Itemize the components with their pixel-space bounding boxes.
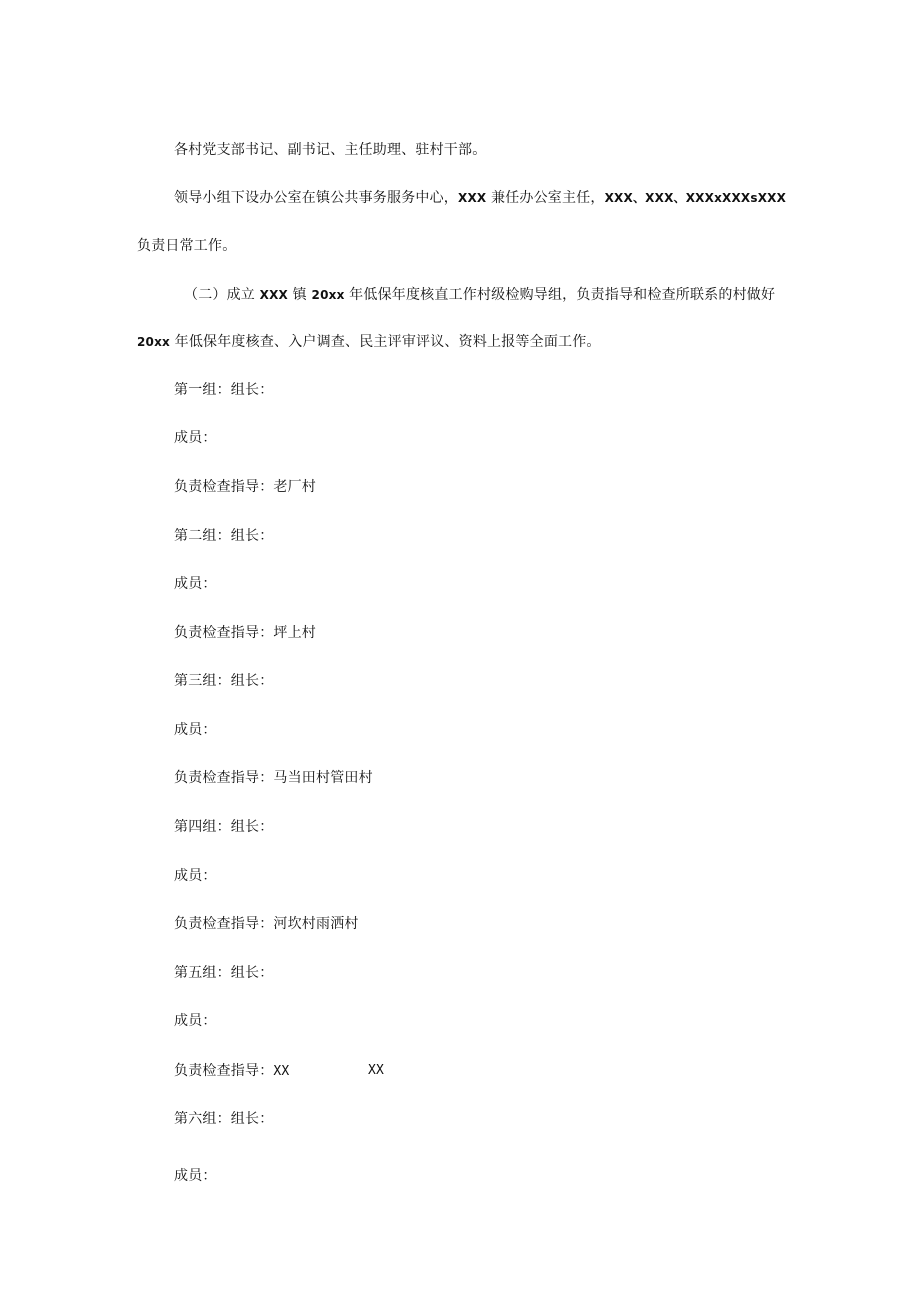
group-6-leader: 第六组：组长： xyxy=(174,1111,274,1127)
paragraph-section-two: （二）成立 XXX 镇 20xx 年低保年度核直工作村级检购导组，负责指导和检查所联系的村做好 xyxy=(184,287,776,303)
paragraph-section-two-cont: 20xx 年低保年度核查、入户调查、民主评审评议、资料上报等全面工作。 xyxy=(137,334,601,350)
group-6-members: 成员： xyxy=(174,1168,217,1184)
paragraph-office: 领导小组下设办公室在镇公共事务服务中心，XXX 兼任办公室主任，XXX、XXX、XXXxXXXsXXX xyxy=(174,190,787,206)
group-3-leader: 第三组：组长： xyxy=(174,673,274,689)
paragraph-attendees: 各村党支部书记、副书记、主任助理、驻村干部。 xyxy=(174,142,487,158)
group-1-members: 成员： xyxy=(174,430,217,446)
group-3-guide: 负责检查指导：马当田村管田村 xyxy=(174,770,373,786)
group-5-members: 成员： xyxy=(174,1013,217,1029)
group-5-guide: 负责检查指导：XX xyxy=(174,1063,290,1079)
group-2-members: 成员： xyxy=(174,576,217,592)
group-1-leader: 第一组：组长： xyxy=(174,382,274,398)
group-2-guide: 负责检查指导：坪上村 xyxy=(174,625,316,641)
group-3-members: 成员： xyxy=(174,722,217,738)
group-5-guide-second: XX xyxy=(368,1063,385,1078)
paragraph-office-cont: 负责日常工作。 xyxy=(137,238,237,254)
group-1-guide: 负责检查指导：老厂村 xyxy=(174,479,316,495)
group-4-leader: 第四组：组长： xyxy=(174,819,274,835)
group-5-leader: 第五组：组长： xyxy=(174,965,274,981)
group-4-guide: 负责检查指导：河坎村雨洒村 xyxy=(174,916,359,932)
group-4-members: 成员： xyxy=(174,868,217,884)
group-2-leader: 第二组：组长： xyxy=(174,528,274,544)
